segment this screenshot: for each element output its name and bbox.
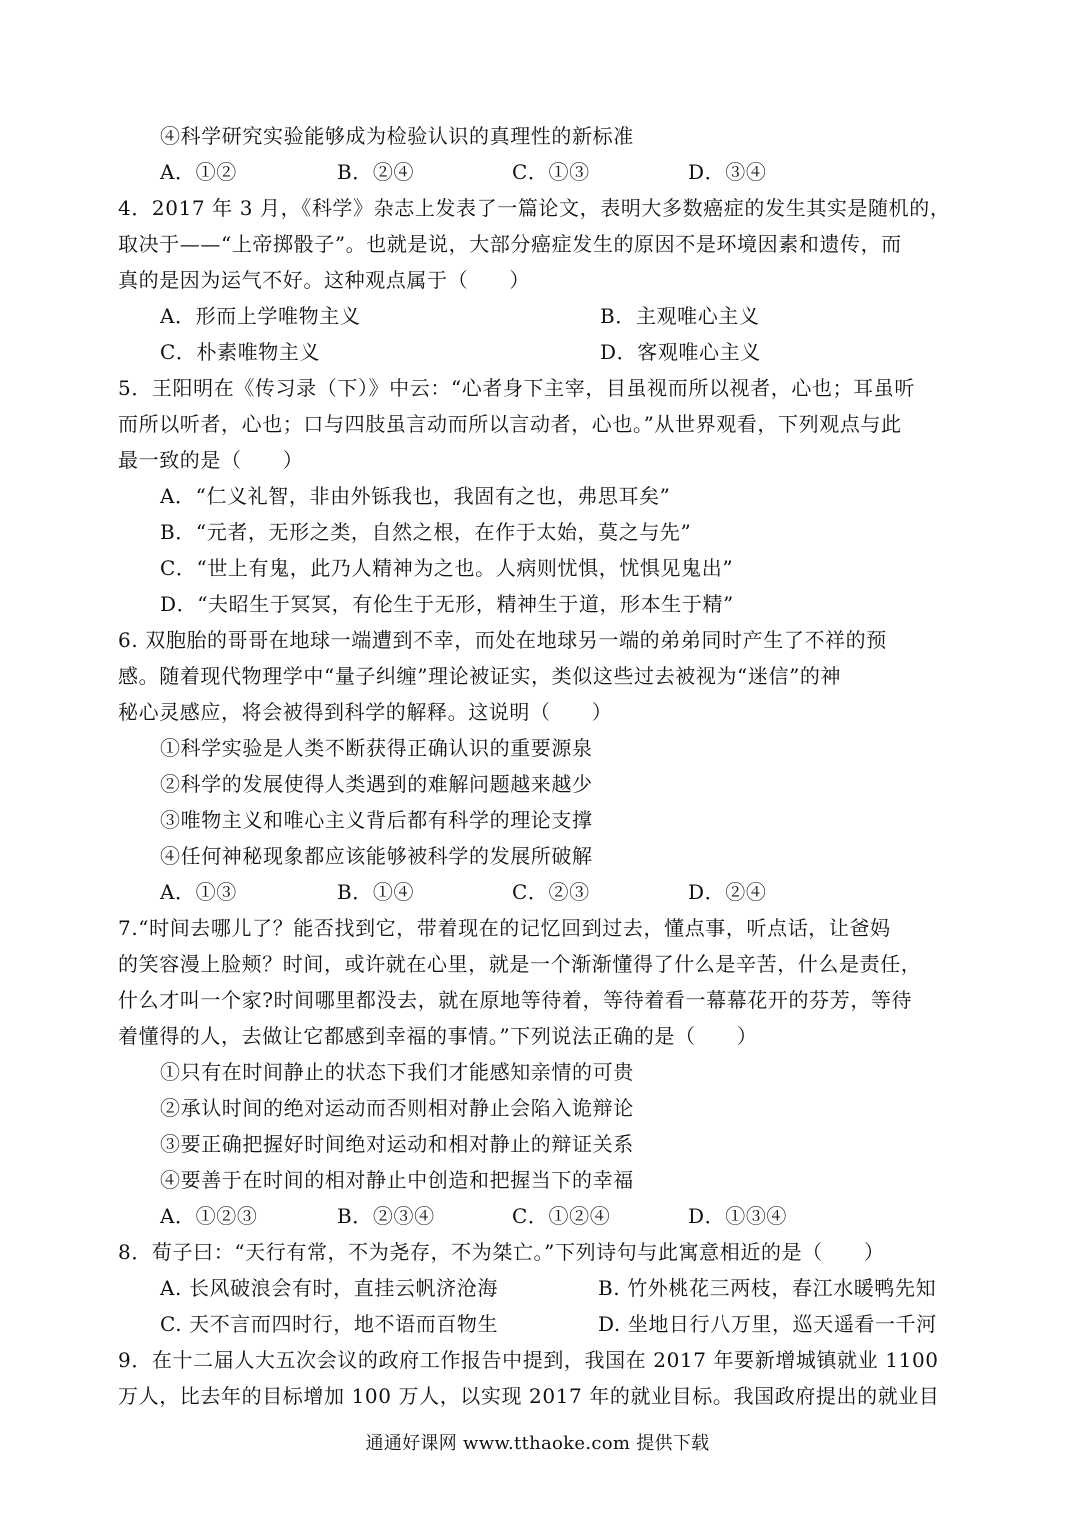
q8-option-b: B. 竹外桃花三两枝，春江水暖鸭先知 (598, 1276, 937, 1300)
q6-option-a: A．①③ (160, 880, 237, 904)
q7-stem-line-2: 的笑容漫上脸颊？时间，或许就在心里，就是一个渐渐懂得了什么是辛苦，什么是责任， (118, 952, 922, 976)
q3-option-d: D．③④ (688, 160, 767, 184)
q6-stem-line-2: 感。随着现代物理学中“量子纠缠”理论被证实，类似这些过去被视为“迷信”的神 (118, 664, 842, 688)
q5-option-b: B．“元者，无形之类，自然之根，在作于太始，莫之与先” (160, 520, 692, 544)
q6-statement-1: ①科学实验是人类不断获得正确认识的重要源泉 (160, 736, 593, 760)
q6-statement-3: ③唯物主义和唯心主义背后都有科学的理论支撑 (160, 808, 593, 832)
q7-option-b: B．②③④ (337, 1204, 435, 1228)
q4-option-a: A．形而上学唯物主义 (160, 304, 361, 328)
q3-option-c: C．①③ (512, 160, 590, 184)
q8-option-a: A. 长风破浪会有时，直挂云帆济沧海 (160, 1276, 498, 1300)
q8-option-c: C. 天不言而四时行，地不语而百物生 (160, 1312, 499, 1336)
q4-option-c: C．朴素唯物主义 (160, 340, 321, 364)
q3-option-b: B．②④ (337, 160, 415, 184)
q5-stem-line-2: 而所以听者，心也；口与四肢虽言动而所以言动者，心也。”从世界观看，下列观点与此 (118, 412, 902, 436)
q3-option-a: A．①② (160, 160, 237, 184)
q7-statement-1: ①只有在时间静止的状态下我们才能感知亲情的可贵 (160, 1060, 634, 1084)
q7-statement-4: ④要善于在时间的相对静止中创造和把握当下的幸福 (160, 1168, 634, 1192)
q7-stem-line-3: 什么才叫一个家?时间哪里都没去，就在原地等待着，等待着看一幕幕花开的芬芳，等待 (118, 988, 913, 1012)
q8-stem: 8．荀子曰：“天行有常，不为尧存，不为桀亡。”下列诗句与此寓意相近的是（ ） (118, 1240, 885, 1264)
q7-statement-2: ②承认时间的绝对运动而否则相对静止会陷入诡辩论 (160, 1096, 634, 1120)
q6-stem-line-3: 秘心灵感应，将会被得到科学的解释。这说明（ ） (118, 700, 613, 724)
q7-stem-line-4: 着懂得的人，去做让它都感到幸福的事情。”下列说法正确的是（ ） (118, 1024, 758, 1048)
q5-option-c: C．“世上有鬼，此乃人精神为之也。人病则忧惧，忧惧见鬼出” (160, 556, 734, 580)
q7-stem-line-1: 7.“时间去哪儿了？能否找到它，带着现在的记忆回到过去，懂点事，听点话，让爸妈 (118, 916, 891, 940)
q7-option-c: C．①②④ (512, 1204, 611, 1228)
q4-stem-line-3: 真的是因为运气不好。这种观点属于（ ） (118, 268, 530, 292)
q8-option-d: D. 坐地日行八万里，巡天遥看一千河 (598, 1312, 937, 1336)
q4-stem-line-1: 4．2017 年 3 月，《科学》杂志上发表了一篇论文，表明大多数癌症的发生其实是随机的， (118, 196, 951, 220)
q9-stem-line-2: 万人，比去年的目标增加 100 万人，以实现 2017 年的就业目标。我国政府提出的就业目 (118, 1384, 940, 1408)
q5-option-d: D．“夫昭生于冥冥，有伦生于无形，精神生于道，形本生于精” (160, 592, 734, 616)
q9-stem-line-1: 9．在十二届人大五次会议的政府工作报告中提到，我国在 2017 年要新增城镇就业 1100 (118, 1348, 939, 1372)
q6-option-c: C．②③ (512, 880, 590, 904)
q5-stem-line-3: 最一致的是（ ） (118, 448, 304, 472)
q7-statement-3: ③要正确把握好时间绝对运动和相对静止的辩证关系 (160, 1132, 634, 1156)
q5-option-a: A．“仁义礼智，非由外铄我也，我固有之也，弗思耳矣” (160, 484, 671, 508)
q5-stem-line-1: 5．王阳明在《传习录（下）》中云：“心者身下主宰，目虽视而所以视者，心也；耳虽听 (118, 376, 915, 400)
q4-option-b: B．主观唯心主义 (600, 304, 760, 328)
q6-option-d: D．②④ (688, 880, 767, 904)
page-footer: 通通好课网 www.tthaoke.com 提供下载 (365, 1433, 710, 1454)
q4-option-d: D．客观唯心主义 (600, 340, 761, 364)
q6-option-b: B．①④ (337, 880, 415, 904)
q4-stem-line-2: 取决于——“上帝掷骰子”。也就是说，大部分癌症发生的原因不是环境因素和遗传，而 (118, 232, 902, 256)
q3-statement-4: ④科学研究实验能够成为检验认识的真理性的新标准 (160, 124, 634, 148)
q7-option-a: A．①②③ (160, 1204, 258, 1228)
q7-option-d: D．①③④ (688, 1204, 788, 1228)
q6-stem-line-1: 6. 双胞胎的哥哥在地球一端遭到不幸，而处在地球另一端的弟弟同时产生了不祥的预 (118, 628, 887, 652)
q6-statement-4: ④任何神秘现象都应该能够被科学的发展所破解 (160, 844, 593, 868)
q6-statement-2: ②科学的发展使得人类遇到的难解问题越来越少 (160, 772, 593, 796)
